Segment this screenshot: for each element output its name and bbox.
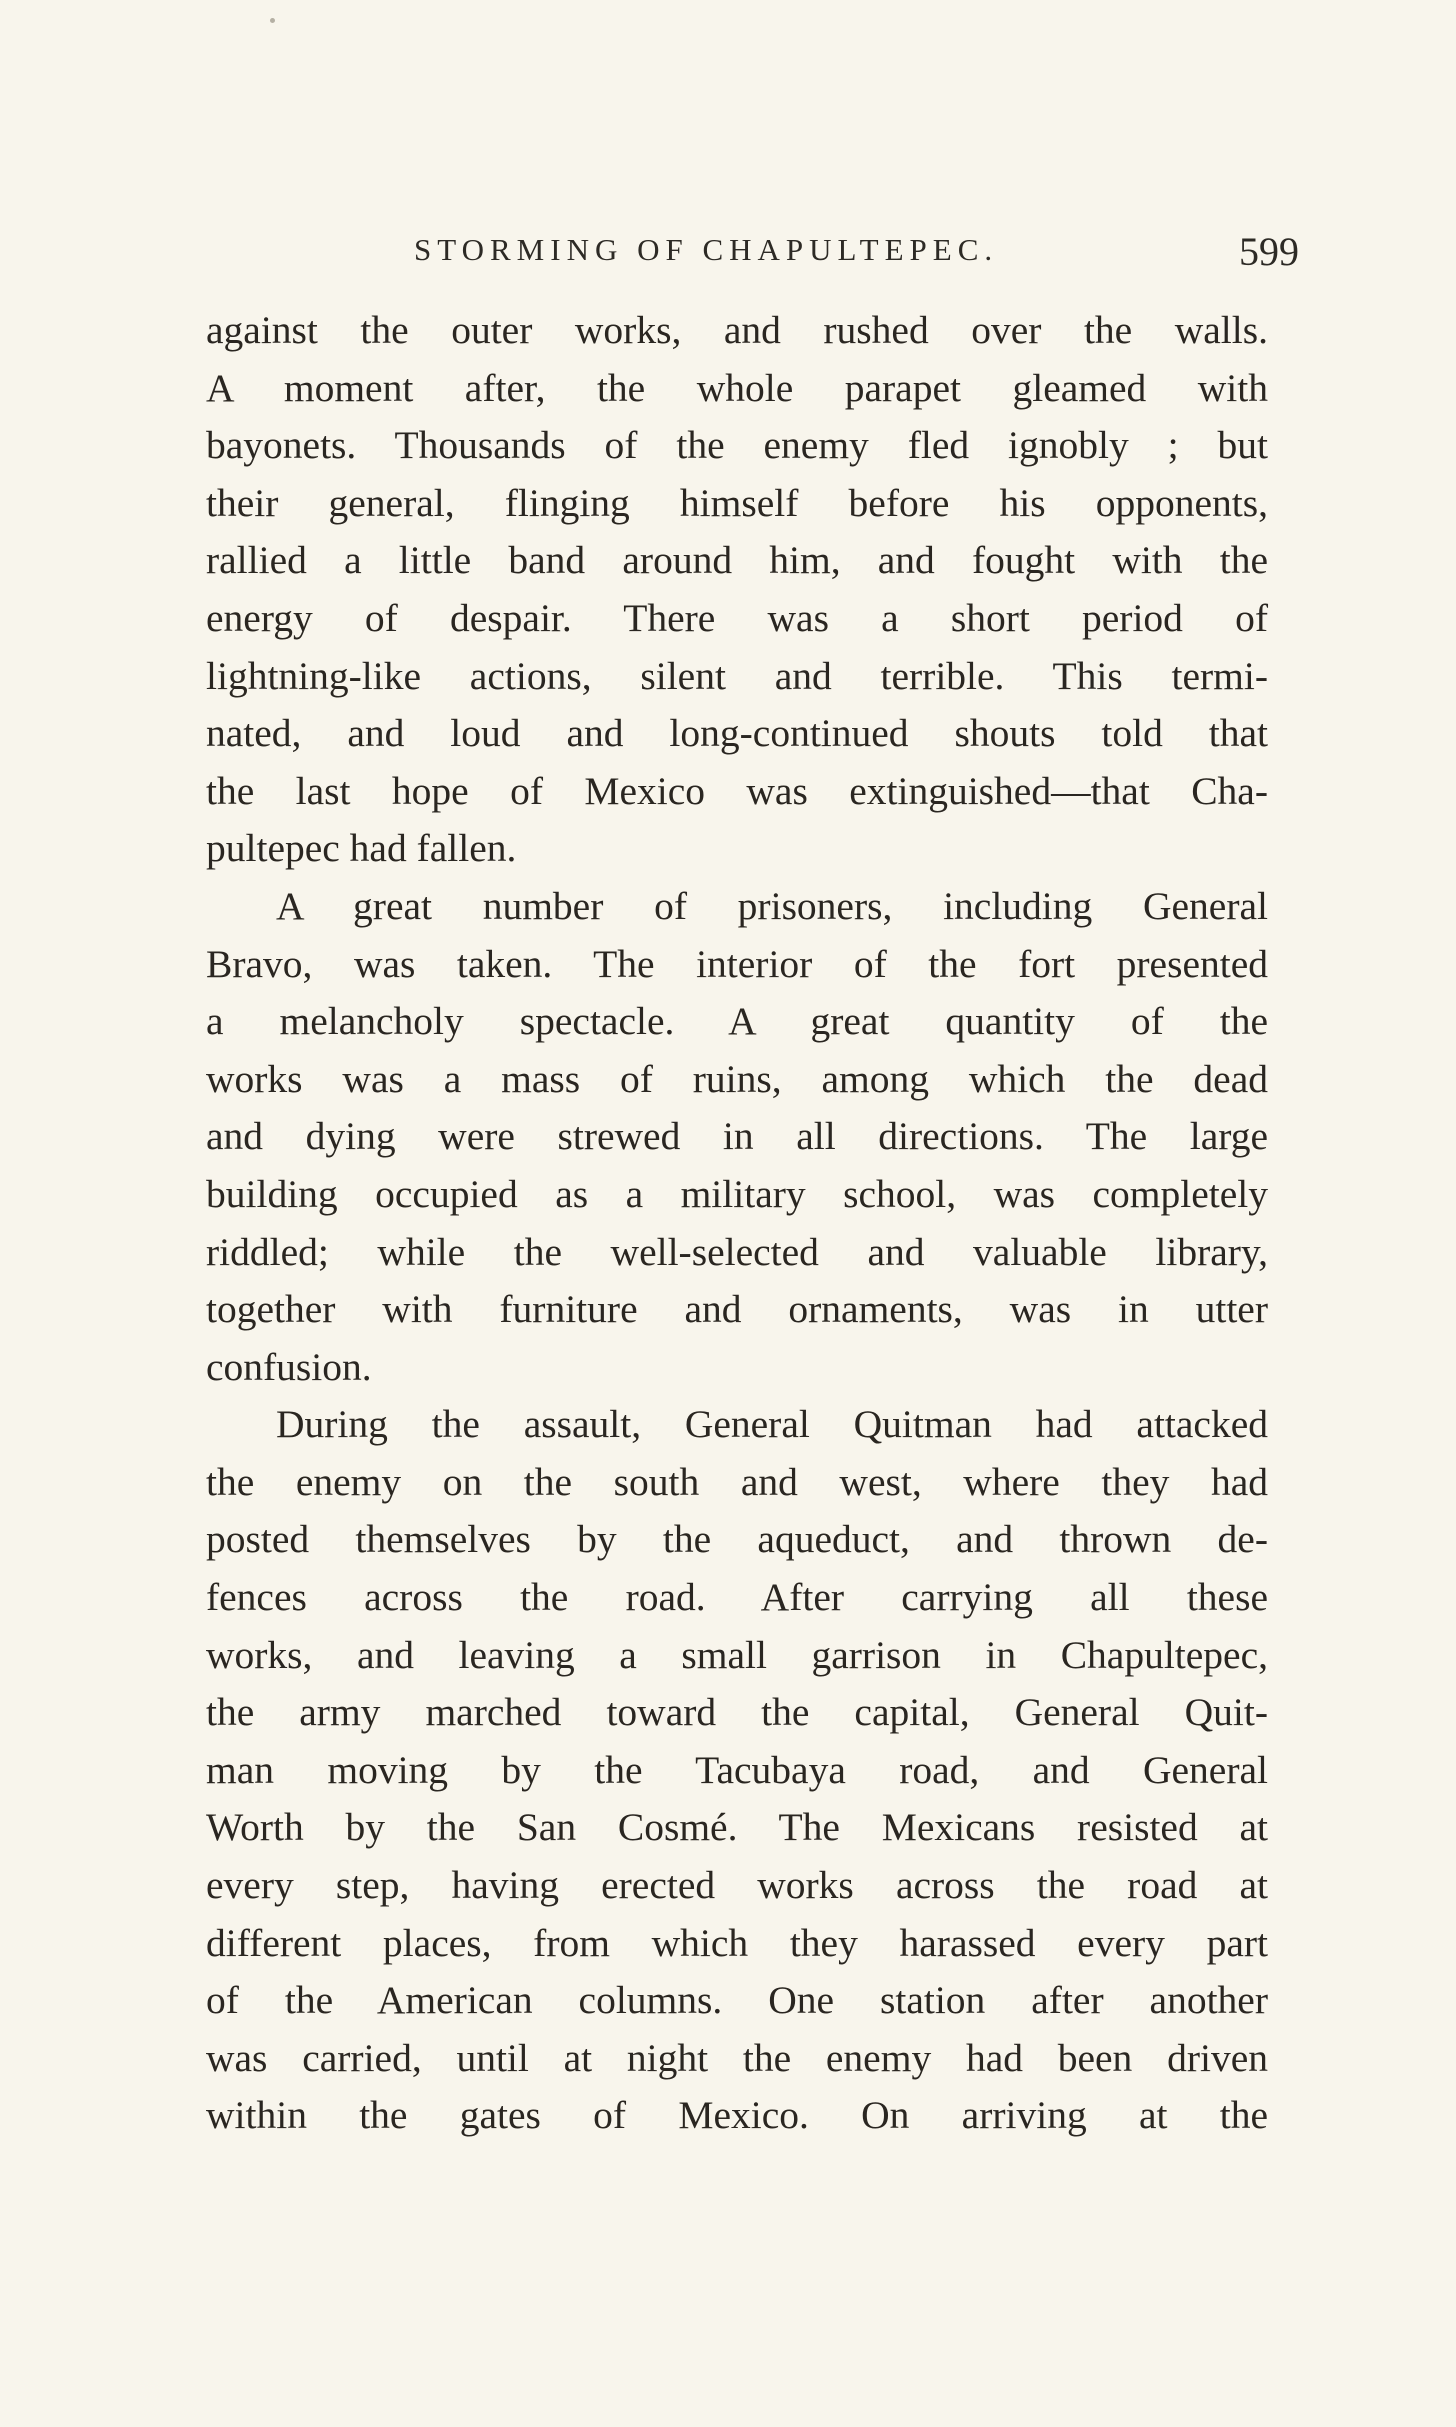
text-line: works was a mass of ruins, among which the dead xyxy=(206,1056,1268,1101)
page-number: 599 xyxy=(1239,229,1299,274)
text-line: the enemy on the south and west, where they had xyxy=(206,1459,1268,1504)
text-line: rallied a little band around him, and fought with the xyxy=(206,538,1268,583)
text-line: the last hope of Mexico was extinguished—that Cha- xyxy=(206,768,1268,813)
text-line: Worth by the San Cosmé. The Mexicans resisted at xyxy=(206,1805,1268,1850)
text-line: the army marched toward the capital, General Quit- xyxy=(206,1690,1268,1735)
text-line: together with furniture and ornaments, was in utter xyxy=(206,1287,1268,1332)
text-line: bayonets. Thousands of the enemy fled ignobly ; but xyxy=(206,423,1268,468)
text-line: different places, from which they harassed every part xyxy=(206,1920,1268,1965)
running-head xyxy=(414,228,1299,278)
text-line: energy of despair. There was a short period of xyxy=(206,595,1268,640)
text-line: man moving by the Tacubaya road, and General xyxy=(206,1747,1268,1792)
text-line: within the gates of Mexico. On arriving at the xyxy=(206,2093,1268,2138)
text-line: confusion. xyxy=(206,1344,372,1389)
body-text xyxy=(206,302,1268,2145)
paper-speck xyxy=(270,18,275,23)
text-line: building occupied as a military school, was completely xyxy=(206,1171,1268,1216)
text-line: was carried, until at night the enemy had been driven xyxy=(206,2035,1268,2080)
paragraph xyxy=(206,302,1268,878)
text-line: lightning-like actions, silent and terrible. This termi- xyxy=(206,653,1268,698)
text-line: A moment after, the whole parapet gleamed with xyxy=(206,365,1268,410)
text-line: works, and leaving a small garrison in Chapultepec, xyxy=(206,1632,1268,1677)
text-line: pultepec had fallen. xyxy=(206,826,517,871)
text-line: fences across the road. After carrying all these xyxy=(206,1575,1268,1620)
paragraph xyxy=(206,878,1268,1396)
running-title: STORMING OF CHAPULTEPEC. xyxy=(414,232,999,267)
text-line: every step, having erected works across the road at xyxy=(206,1863,1268,1908)
paragraph xyxy=(206,1396,1268,2145)
text-line: their general, flinging himself before his opponents, xyxy=(206,480,1268,525)
text-line: against the outer works, and rushed over the walls. xyxy=(206,308,1268,352)
text-line: During the assault, General Quitman had attacked xyxy=(276,1402,1268,1447)
text-line: Bravo, was taken. The interior of the fort presented xyxy=(206,941,1268,986)
text-line: of the American columns. One station after another xyxy=(206,1978,1268,2023)
text-line: and dying were strewed in all directions. The large xyxy=(206,1114,1268,1159)
text-line: nated, and loud and long-continued shouts told that xyxy=(206,711,1268,756)
text-line: riddled; while the well-selected and valuable library, xyxy=(206,1229,1268,1274)
text-line: a melancholy spectacle. A great quantity of the xyxy=(206,999,1268,1044)
text-line: A great number of prisoners, including General xyxy=(276,883,1268,928)
text-line: posted themselves by the aqueduct, and thrown de- xyxy=(206,1517,1268,1562)
